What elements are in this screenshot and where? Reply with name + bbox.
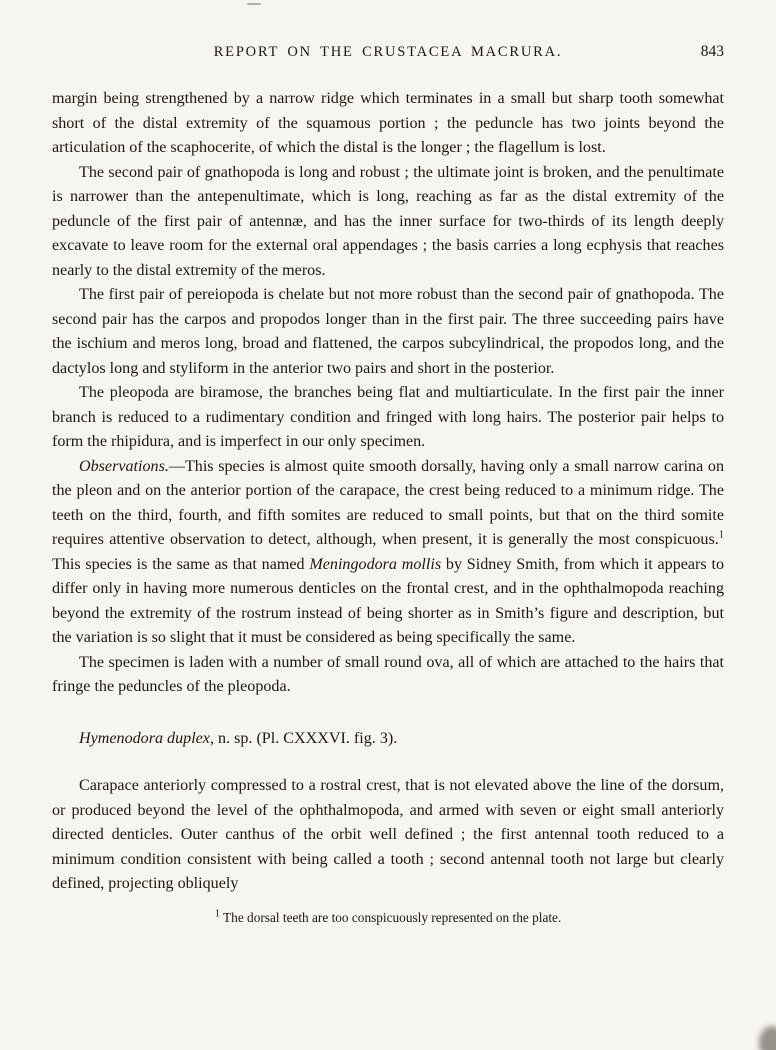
scan-corner-smudge (759, 1026, 776, 1050)
paragraph-carapace (52, 774, 724, 897)
scan-speck (247, 3, 261, 5)
italic-text: Observations. (79, 457, 169, 475)
text-run: , n. sp. (Pl. CXXXVI. fig. 3). (209, 729, 398, 747)
paragraph-pereiopoda (52, 283, 724, 381)
page-header (52, 44, 724, 61)
footnote (52, 910, 724, 926)
text-run: The pleopoda are biramose, the branches being flat and multiarticulate. In the first pair the inner branch is reduced to a rudimentary condition and fringed with long hairs. The posterior pair helps to form the rhipidura, and is imperfect in our only specimen. (52, 384, 724, 450)
italic-text: Hymenodora duplex (79, 729, 210, 747)
paragraph-observations (52, 455, 724, 651)
footnote-ref: 1 (718, 529, 724, 541)
footnote-text: The dorsal teeth are too conspicuously represented on the plate. (219, 909, 562, 925)
text-run: Carapace anteriorly compressed to a rostral crest, that is not elevated above the line of the dorsum, or produced beyond the level of the ophthalmopoda, and armed with seven or eight small anteriorly directed denticles. Outer canthus of the orbit well defined ; the first antennal tooth reduced to a minimum condition consistent with being called a tooth ; second antennal tooth not large but clearly defined, projecting obliquely (52, 777, 724, 892)
italic-text: Meningodora mollis (309, 555, 442, 573)
text-run: margin being strengthened by a narrow ridge which terminates in a small but sharp tooth somewhat short of the distal extremity of the squamous portion ; the peduncle has two joints beyond the articulation of the scaphocerite, of which the distal is the longer ; the flagellum is lost. (52, 90, 724, 156)
text-run: This species is the same as that named (52, 555, 310, 573)
running-title: REPORT ON THE CRUSTACEA MACRURA. (213, 44, 563, 60)
text-run: The second pair of gnathopoda is long and robust ; the ultimate joint is broken, and the penultimate is narrower than the antepenultimate, which is long, reaching as far as the distal extremity of the peduncle of the first pair of antennæ, and has the inner surface for two-thirds of its length deeply excavate to leave room for the external oral appendages ; the basis carries a long ecphysis that reaches nearly to the distal extremity of the meros. (52, 163, 724, 279)
paragraph-ova (52, 651, 724, 700)
text-run: The first pair of pereiopoda is chelate but not more robust than the second pair of gnathopoda. The second pair has the carpos and propodos longer than in the first pair. The three succeeding pairs have the ischium and meros long, broad and flattened, the carpos subcylindrical, the propodos long, and the dactylos long and styliform in the anterior two pairs and short in the posterior. (52, 286, 724, 377)
text-run: by Sidney Smith, from which it appears to differ only in having more numerous denticles on the frontal crest, and in the ophthalmopoda reaching beyond the extremity of the rostrum instead of being shorter as in Smith’s figure and description, but the variation is so slight that it must be considered as being specifically the same. (52, 555, 724, 646)
species-heading (52, 727, 724, 752)
paragraph-gnathopoda (52, 161, 724, 284)
text-run: —This species is almost quite smooth dorsally, having only a small narrow carina on the pleon and on the anterior portion of the carapace, the crest being reduced to a minimum ridge. The teeth on the third, fourth, and fifth somites are reduced to small points, but that on the third somite requires attentive observation to detect, although, when present, it is generally the most conspicuous. (52, 457, 724, 548)
footnote-marker: 1 (214, 908, 220, 920)
paragraph-pleopoda (52, 381, 724, 455)
paragraph-continuation (52, 87, 724, 161)
page-number: 843 (700, 43, 724, 60)
text-run: The specimen is laden with a number of small round ova, all of which are attached to the hairs that fringe the peduncles of the pleopoda. (52, 653, 724, 695)
page-body (52, 87, 724, 897)
